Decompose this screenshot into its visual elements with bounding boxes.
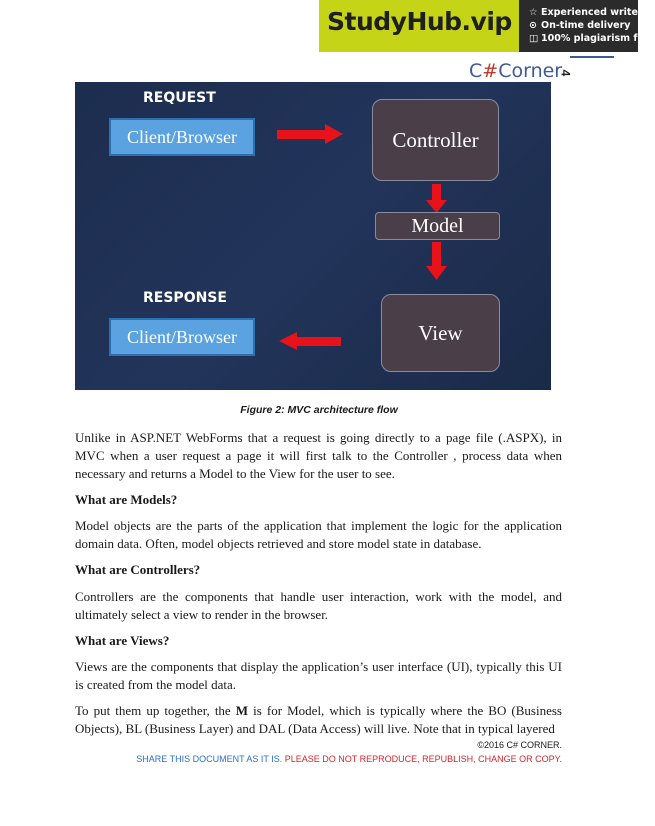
- copyright-notice: ©2016 C# CORNER.: [477, 740, 562, 750]
- mvc-diagram: [75, 82, 551, 390]
- controller-box: [372, 99, 499, 181]
- feature-label: 100% plagiarism free: [541, 33, 655, 44]
- request-arrow: [277, 124, 343, 144]
- shield-icon: ◫: [529, 33, 538, 44]
- client-browser-label: Client/Browser: [127, 126, 237, 147]
- summary-bold-text: M: [235, 703, 249, 718]
- share-notice-red: PLEASE DO NOT REPRODUCE, REPUBLISH, CHANGE OR COPY.: [284, 754, 562, 764]
- figure-caption: Figure 2: MVC architecture flow: [240, 404, 398, 416]
- request-label: REQUEST: [143, 90, 216, 106]
- models-paragraph: Model objects are the parts of the application that implement the logic for the application domain data. Often, model objects retrieved and store model state in database.: [75, 518, 562, 551]
- feature-label: On-time delivery: [541, 20, 631, 31]
- controllers-paragraph: Controllers are the components that handle user interaction, work with the model, and ultimately select a view to render in the browser.: [75, 589, 562, 622]
- feature-label: Experienced writers: [541, 7, 649, 18]
- response-arrow: [279, 332, 341, 350]
- share-notice: [136, 754, 562, 764]
- view-label: View: [418, 320, 463, 345]
- banner-features: [529, 6, 655, 45]
- controller-label: Controller: [392, 127, 479, 152]
- star-icon: ☆: [529, 7, 538, 18]
- feature-item: [529, 32, 655, 45]
- views-paragraph: Views are the components that display the application’s user interface (UI), typically this UI is created from the model data.: [75, 659, 562, 692]
- response-label: RESPONSE: [143, 290, 227, 306]
- studyhub-logo[interactable]: [319, 0, 519, 52]
- summary-paragraph: [75, 702, 562, 738]
- model-box: [375, 212, 500, 240]
- header-rule: [570, 56, 614, 58]
- share-notice-blue: SHARE THIS DOCUMENT AS IT IS.: [136, 754, 285, 764]
- summary-text: To put them up together, the: [75, 703, 236, 718]
- intro-paragraph: Unlike in ASP.NET WebForms that a request is going directly to a page file (.ASPX), in MVC when a user request a page it will first talk to the Controller , process data when necessary and returns a Model to the View for the user to see.: [75, 430, 562, 481]
- clock-icon: ⊙: [529, 20, 537, 31]
- model-label: Model: [411, 214, 464, 237]
- csharp-corner-logo: [469, 60, 562, 82]
- model-view-arrow: [426, 242, 447, 280]
- brand-text: C#Corner: [469, 60, 563, 82]
- view-box: [381, 294, 500, 372]
- studyhub-logo-text: StudyHub.vip: [327, 7, 512, 36]
- views-heading: What are Views?: [75, 633, 170, 648]
- studyhub-banner[interactable]: [319, 0, 655, 52]
- feature-item: [529, 6, 655, 19]
- feature-item: [529, 19, 655, 32]
- client-browser-request-box: [109, 118, 255, 156]
- client-browser-response-box: [109, 318, 255, 356]
- models-heading: What are Models?: [75, 492, 178, 507]
- page-number: 4: [558, 69, 573, 77]
- summary-text: is for Model, which is typically where the BO (Business Objects), BL (Business Layer) and DAL (Data Access) will live. Note that in typical layered: [75, 703, 562, 736]
- client-browser-label: Client/Browser: [127, 326, 237, 347]
- controllers-heading: What are Controllers?: [75, 562, 201, 577]
- controller-model-arrow: [426, 184, 447, 213]
